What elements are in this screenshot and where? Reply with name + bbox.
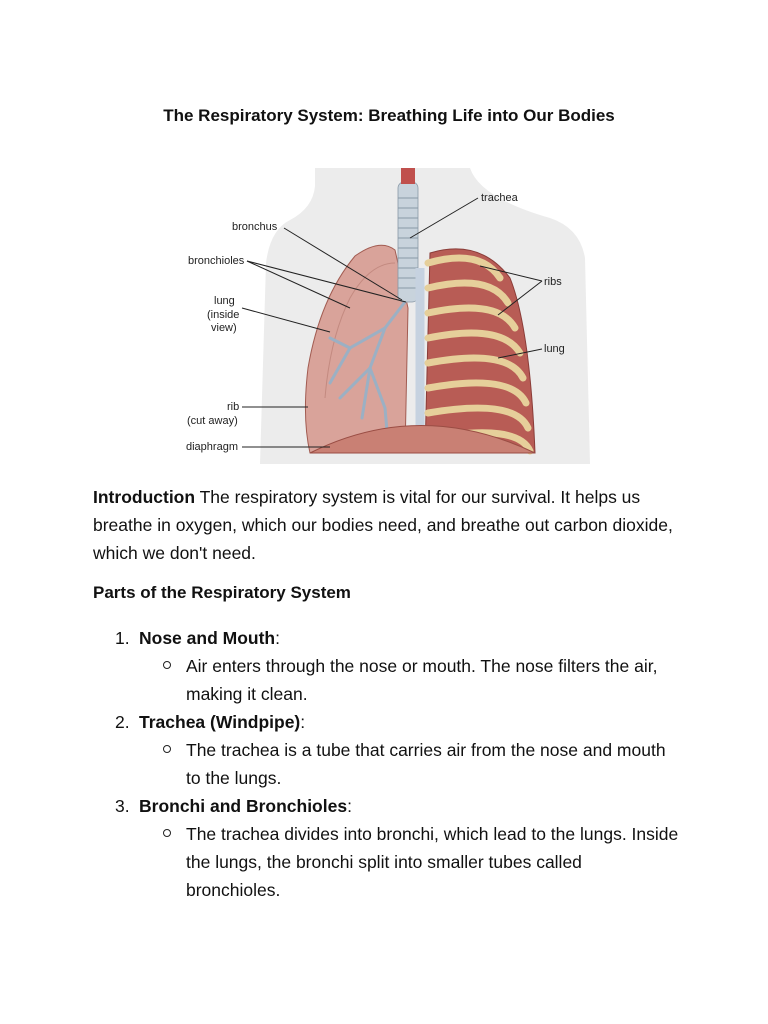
- section-heading: Parts of the Respiratory System: [93, 583, 351, 602]
- part-name: Nose and Mouth: [139, 628, 276, 648]
- intro-paragraph: [93, 483, 683, 567]
- label-lung-inside: view): [211, 322, 237, 334]
- parts-list: [93, 624, 693, 904]
- label-bronchus: bronchus: [232, 221, 278, 233]
- label-diaphragm: diaphragm: [186, 441, 238, 453]
- list-item: [93, 708, 693, 792]
- label-bronchioles: bronchioles: [188, 255, 245, 267]
- list-item: [93, 792, 693, 904]
- list-item: [93, 624, 693, 708]
- part-name: Trachea (Windpipe): [139, 712, 301, 732]
- intro-heading: Introduction: [93, 487, 196, 507]
- label-lung: lung: [544, 343, 565, 355]
- label-rib-cut: rib: [227, 401, 240, 413]
- bullet-icon: [163, 661, 171, 669]
- list-number: 2.: [115, 712, 130, 732]
- part-suffix: :: [347, 796, 352, 816]
- list-number: 3.: [115, 796, 130, 816]
- bullet-icon: [163, 829, 171, 837]
- label-ribs: ribs: [544, 276, 562, 288]
- part-name: Bronchi and Bronchioles: [139, 796, 348, 816]
- part-suffix: :: [300, 712, 306, 732]
- label-lung-inside: lung: [214, 295, 235, 307]
- page-title: The Respiratory System: Breathing Life into Our Bodies: [163, 106, 615, 125]
- respiratory-diagram: [180, 168, 590, 464]
- label-lung-inside: (inside: [207, 309, 240, 321]
- list-number: 1.: [115, 628, 130, 648]
- respiratory-illustration: [180, 168, 590, 464]
- bullet-icon: [163, 745, 171, 753]
- label-rib-cut: (cut away): [187, 415, 238, 427]
- part-description: Air enters through the nose or mouth. The nose filters the air, making it clean.: [186, 656, 658, 704]
- part-description: The trachea is a tube that carries air from the nose and mouth to the lungs.: [186, 740, 666, 788]
- part-description: The trachea divides into bronchi, which lead to the lungs. Inside the lungs, the bronchi split into smaller tubes called bronchioles.: [186, 824, 679, 900]
- part-suffix: :: [275, 628, 280, 648]
- intro-text: The respiratory system is vital for our survival. It helps us breathe in oxygen, which our bodies need, and breathe out carbon dioxide, which we don't need.: [93, 487, 673, 563]
- label-trachea: trachea: [481, 192, 518, 204]
